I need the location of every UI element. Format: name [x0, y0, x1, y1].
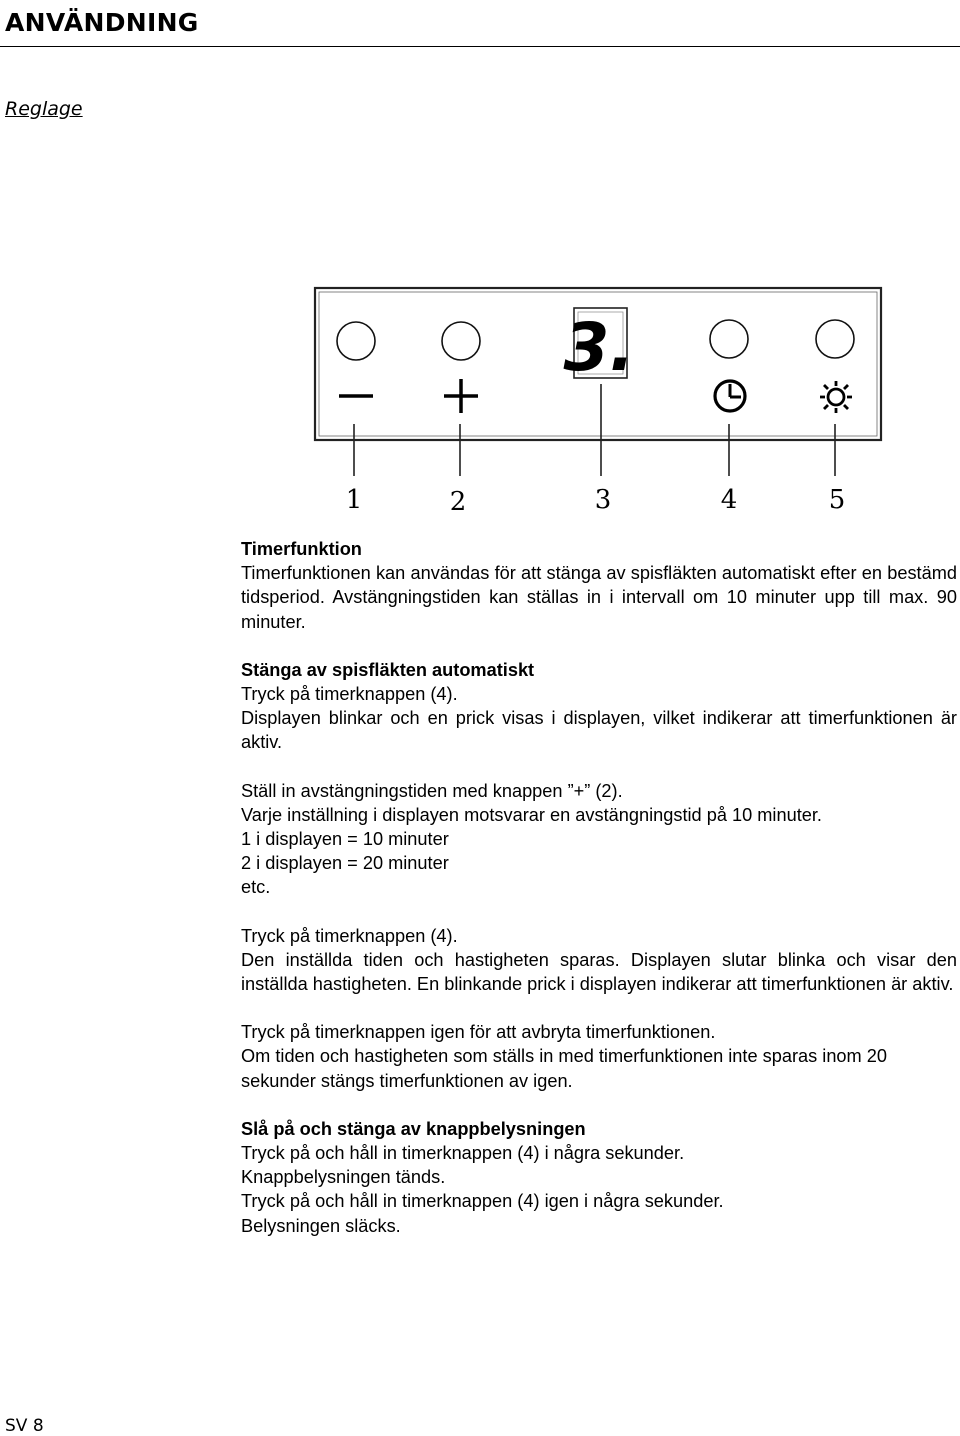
label-4: 4 — [720, 485, 738, 515]
lighting-heading: Slå på och stänga av knappbelysningen — [241, 1118, 586, 1139]
lighting-line-2: Knappbelysningen tänds. — [241, 1167, 446, 1188]
auto-off-line-8: Tryck på timerknappen (4). — [241, 925, 458, 946]
button-2-circle — [442, 322, 480, 360]
auto-off-line-9: Den inställda tiden och hastigheten sparas. Displayen slutar blinka och visar den inställda hastigheten. En blinkande prick i displayen indikerar att timerfunktionen är aktiv. — [241, 949, 957, 995]
lighting-line-3: Tryck på och håll in timerknappen (4) igen i några sekunder. — [241, 1191, 724, 1212]
light-icon — [820, 381, 852, 413]
auto-off-line-4: Varje inställning i displayen motsvarar en avstängningstid på 10 minuter. — [241, 804, 822, 825]
lighting-line-4: Belysningen släcks. — [241, 1215, 401, 1236]
button-1-circle — [337, 322, 375, 360]
clock-icon — [715, 381, 745, 411]
auto-off-line-11: Om tiden och hastigheten som ställs in med timerfunktionen inte sparas inom 20 sekunder stängs timerfunktionen av igen. — [241, 1046, 887, 1091]
button-5-circle — [816, 320, 854, 358]
section-subtitle: Reglage — [5, 98, 83, 120]
display-digit: 3. — [563, 309, 635, 386]
leader-lines — [354, 384, 835, 476]
auto-off-line-6: 2 i displayen = 20 minuter — [241, 853, 449, 874]
auto-off-heading: Stänga av spisfläkten automatiskt — [241, 659, 535, 680]
button-4-circle — [710, 320, 748, 358]
auto-off-line-2: Displayen blinkar och en prick visas i displayen, vilket indikerar att timerfunktionen är aktiv. — [241, 708, 957, 753]
auto-off-line-3: Ställ in avstängningstiden med knappen ”+” (2). — [241, 780, 623, 801]
control-panel-diagram — [0, 0, 960, 530]
label-1: 1 — [345, 485, 363, 515]
page-number: SV 8 — [5, 1416, 44, 1436]
auto-off-line-5: 1 i displayen = 10 minuter — [241, 829, 449, 850]
page-header-title: ANVÄNDNING — [5, 8, 199, 37]
timer-description: Timerfunktionen kan användas för att stänga av spisfläkten automatiskt efter en bestämd tidsperiod. Avstängningstiden kan ställas in i intervall om 10 minuter upp till max. 90 minuter. — [241, 563, 957, 632]
label-2: 2 — [449, 487, 467, 517]
label-5: 5 — [828, 485, 846, 515]
instructions-body — [241, 537, 957, 1238]
auto-off-line-7: etc. — [241, 877, 271, 898]
label-3: 3 — [594, 485, 612, 515]
auto-off-line-1: Tryck på timerknappen (4). — [241, 684, 458, 705]
lighting-line-1: Tryck på och håll in timerknappen (4) i några sekunder. — [241, 1143, 685, 1164]
auto-off-line-10: Tryck på timerknappen igen för att avbryta timerfunktionen. — [241, 1022, 716, 1043]
timer-heading: Timerfunktion — [241, 539, 362, 559]
plus-icon — [444, 379, 478, 413]
digit-display — [564, 308, 635, 386]
